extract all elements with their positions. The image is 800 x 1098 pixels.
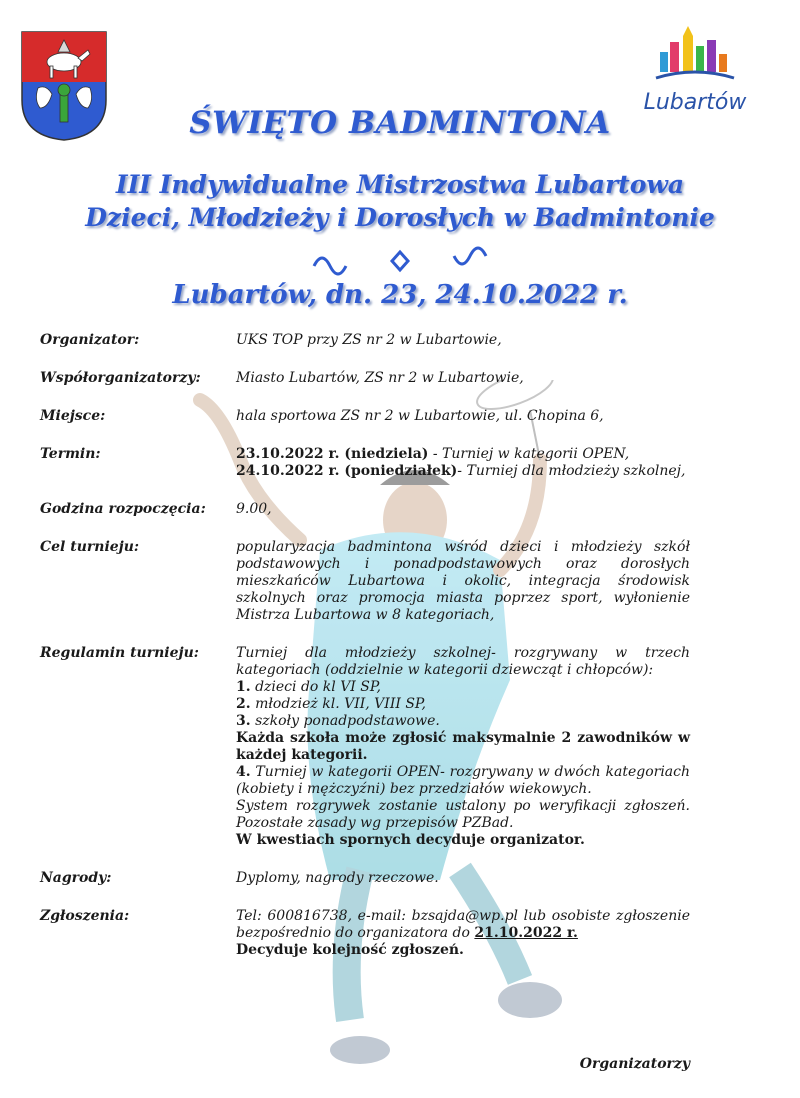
term-label: Termin: — [40, 446, 101, 462]
applications-order: Decyduje kolejność zgłoszeń. — [236, 942, 464, 958]
goal-label: Cel turnieju: — [40, 539, 140, 555]
rules-open-text: Turniej w kategorii OPEN- rozgrywany w dwóch kategoriach (kobiety i mężczyźni) bez przedziałów wiekowych. — [236, 764, 690, 797]
term-date-2: 24.10.2022 r. (poniedziałek) — [236, 463, 458, 479]
rules-item — [236, 713, 690, 730]
coorganizers-value: Miasto Lubartów, ZS nr 2 w Lubartowie, — [236, 370, 524, 386]
city-logo-icon — [640, 22, 750, 92]
rules-value — [236, 645, 690, 849]
start-time-value: 9.00, — [236, 501, 272, 517]
rules-open-num: 4. — [236, 764, 251, 780]
info-table — [40, 332, 690, 959]
rules-intro: Turniej dla młodzieży szkolnej- rozgrywany w trzech kategoriach (oddzielnie w kategorii dziewcząt i chłopców): — [236, 645, 690, 678]
organizer-value: UKS TOP przy ZS nr 2 w Lubartowie, — [236, 332, 502, 348]
subtitle-line-2: Dzieci, Młodzieży i Dorosłych w Badmintonie — [85, 203, 715, 232]
rules-item — [236, 679, 690, 696]
row-place — [40, 408, 690, 425]
rules-item-num: 3. — [236, 713, 251, 729]
ornament-icon — [300, 246, 500, 276]
rules-system: System rozgrywek zostanie ustalony po weryfikacji zgłoszeń. Pozostałe zasady wg przepisów PZBad. — [236, 798, 690, 831]
term-text-2: - Turniej dla młodzieży szkolnej, — [457, 463, 686, 479]
place-value: hala sportowa ZS nr 2 w Lubartowie, ul. Chopina 6, — [236, 408, 604, 424]
row-prizes — [40, 870, 690, 887]
row-organizer — [40, 332, 690, 349]
prizes-value: Dyplomy, nagrody rzeczowe. — [236, 870, 439, 886]
term-date-1: 23.10.2022 r. (niedziela) — [236, 446, 429, 462]
term-value — [236, 446, 690, 480]
goal-value: popularyzacja badmintona wśród dzieci i młodzieży szkół podstawowych i ponadpodstawowych oraz dorosłych mieszkańców Lubartowa i okolic, integracja środowisk szkolnych oraz promocja miasta poprzez sport, wyłonienie Mistrza Lubartowa w 8 kategoriach, — [236, 539, 690, 623]
organizer-label: Organizator: — [40, 332, 140, 348]
signature: Organizatorzy — [579, 1056, 690, 1072]
applications-deadline: 21.10.2022 r. — [474, 925, 578, 941]
applications-text: Tel: 600816738, e-mail: bzsajda@wp.pl lub osobiste zgłoszenie bezpośrednio do organizatora do — [236, 908, 690, 941]
rules-bold-note: Każda szkoła może zgłosić maksymalnie 2 zawodników w każdej kategorii. — [236, 730, 690, 763]
applications-value — [236, 908, 690, 959]
row-term — [40, 446, 690, 480]
rules-item-num: 2. — [236, 696, 251, 712]
start-time-label: Godzina rozpoczęcia: — [40, 501, 206, 517]
row-applications — [40, 908, 690, 959]
applications-label: Zgłoszenia: — [40, 908, 130, 924]
rules-item-text: szkoły ponadpodstawowe. — [250, 713, 440, 729]
row-goal — [40, 539, 690, 624]
prizes-label: Nagrody: — [40, 870, 112, 886]
logo-text: Lubartów — [643, 90, 747, 115]
rules-label: Regulamin turnieju: — [40, 645, 199, 661]
row-coorganizers — [40, 370, 690, 387]
event-date: Lubartów, dn. 23, 24.10.2022 r. — [172, 280, 628, 310]
page-title: ŚWIĘTO BADMINTONA — [189, 105, 611, 141]
term-text-1: - Turniej w kategorii OPEN, — [428, 446, 630, 462]
coorganizers-label: Współorganizatorzy: — [40, 370, 201, 386]
rules-item — [236, 696, 690, 713]
rules-item-text: młodzież kl. VII, VIII SP, — [250, 696, 426, 712]
rules-item-num: 1. — [236, 679, 251, 695]
rules-item-text: dzieci do kl VI SP, — [250, 679, 381, 695]
row-start-time — [40, 501, 690, 518]
rules-dispute: W kwestiach spornych decyduje organizator. — [236, 832, 585, 848]
place-label: Miejsce: — [40, 408, 106, 424]
row-rules — [40, 645, 690, 849]
subtitle-line-1: III Indywidualne Mistrzostwa Lubartowa — [115, 170, 685, 199]
rules-open — [236, 764, 690, 798]
